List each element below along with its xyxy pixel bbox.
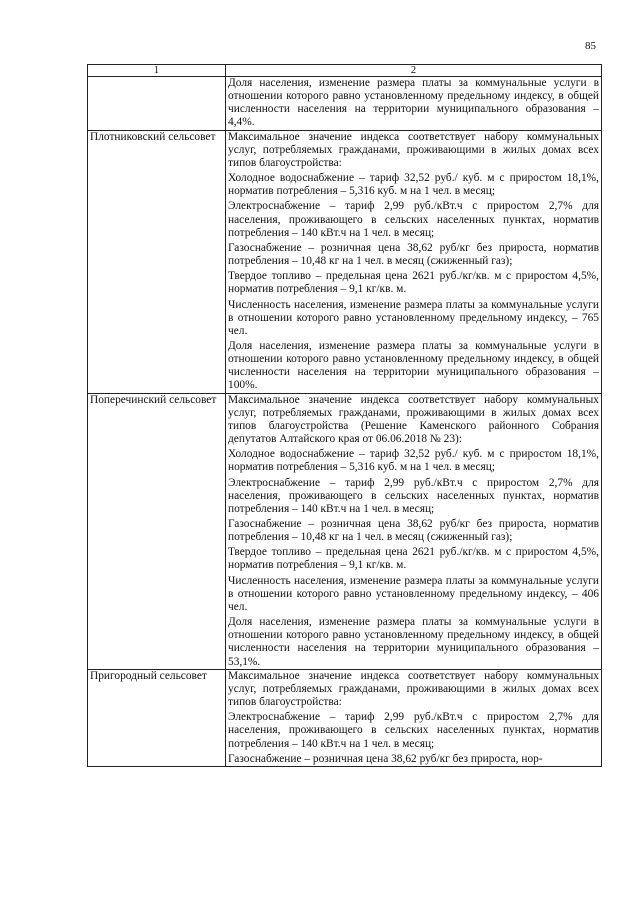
paragraph: Максимальное значение индекса соответствует набору коммунальных услуг, потребляемых гражданами, проживающими в жилых домах всех типов благоустройства: [228, 669, 599, 709]
municipality-name: Пригородный сельсовет [88, 669, 226, 766]
paragraph: Численность населения, изменение размера платы за коммунальные услуги в отношении которого равно установленному предельному индексу, – 406 чел. [228, 574, 599, 613]
page-number: 85 [585, 40, 596, 52]
table-row [88, 130, 602, 393]
paragraph: Доля населения, изменение размера платы за коммунальные услуги в отношении которого равно установленному предельному индексу, в общей численности населения на территории муниципального образования – 4,4%. [228, 77, 599, 129]
municipality-name: Поперечинский сельсовет [88, 393, 226, 669]
municipality-name: Плотниковский сельсовет [88, 130, 226, 393]
paragraph: Электроснабжение – тариф 2,99 руб./кВт.ч с приростом 2,7% для населения, проживающего в сельских населенных пунктах, норматив потребления – 140 кВт.ч на 1 чел. в месяц; [228, 711, 599, 750]
paragraph: Доля населения, изменение размера платы за коммунальные услуги в отношении которого равно установленному предельному индексу, в общей численности населения на территории муниципального образования – 100%. [228, 339, 599, 392]
paragraph: Электроснабжение – тариф 2,99 руб./кВт.ч с приростом 2,7% для населения, проживающего в сельских населенных пунктах, норматив потребления – 140 кВт.ч на 1 чел. в месяц; [228, 476, 599, 515]
index-description [226, 393, 602, 669]
paragraph: Твердое топливо – предельная цена 2621 руб./кг/кв. м с приростом 4,5%, норматив потребления – 9,1 кг/кв. м. [228, 546, 599, 572]
index-description [226, 130, 602, 393]
index-description [226, 669, 602, 766]
column-header-1: 1 [88, 65, 226, 77]
paragraph: Газоснабжение – розничная цена 38,62 руб/кг без прироста, норматив потребления – 10,48 кг на 1 чел. в месяц (сжиженный газ); [228, 518, 599, 544]
paragraph: Газоснабжение – розничная цена 38,62 руб/кг без прироста, норматив потребления – 10,48 кг на 1 чел. в месяц (сжиженный газ); [228, 241, 599, 268]
paragraph: Электроснабжение – тариф 2,99 руб./кВт.ч с приростом 2,7% для населения, проживающего в сельских населенных пунктах, норматив потребления – 140 кВт.ч на 1 чел. в месяц; [228, 200, 599, 239]
column-header-2: 2 [226, 65, 602, 77]
paragraph: Холодное водоснабжение – тариф 32,52 руб./ куб. м с приростом 18,1%, норматив потребления – 5,316 куб. м на 1 чел. в месяц; [228, 172, 599, 198]
table-row [88, 77, 602, 131]
municipal-index-table [87, 64, 602, 767]
table-row [88, 393, 602, 669]
paragraph: Холодное водоснабжение – тариф 32,52 руб./ куб. м с приростом 18,1%, норматив потребления – 5,316 куб. м на 1 чел. в месяц; [228, 448, 599, 474]
paragraph: Максимальное значение индекса соответствует набору коммунальных услуг, потребляемых гражданами, проживающими в жилых домах всех типов благоустройства (Решение Каменского районного Собрания депутатов Алтайского края от 06.06.2018 № 23): [228, 393, 599, 446]
municipality-name [88, 77, 226, 131]
table-row [88, 669, 602, 766]
paragraph: Максимальное значение индекса соответствует набору коммунальных услуг, потребляемых гражданами, проживающими в жилых домах всех типов благоустройства: [228, 130, 599, 169]
table-header-row [88, 65, 602, 77]
index-description [226, 77, 602, 131]
paragraph: Доля населения, изменение размера платы за коммунальные услуги в отношении которого равно установленному предельному индексу, в общей численности населения на территории муниципального образования – 53,1%. [228, 616, 599, 668]
paragraph: Газоснабжение – розничная цена 38,62 руб/кг без прироста, нор- [228, 752, 543, 765]
paragraph: Численность населения, изменение размера платы за коммунальные услуги в отношении которого равно установленному предельному индексу, – 765 чел. [228, 298, 599, 337]
paragraph: Твердое топливо – предельная цена 2621 руб./кг/кв. м с приростом 4,5%, норматив потребления – 9,1 кг/кв. м. [228, 270, 599, 296]
